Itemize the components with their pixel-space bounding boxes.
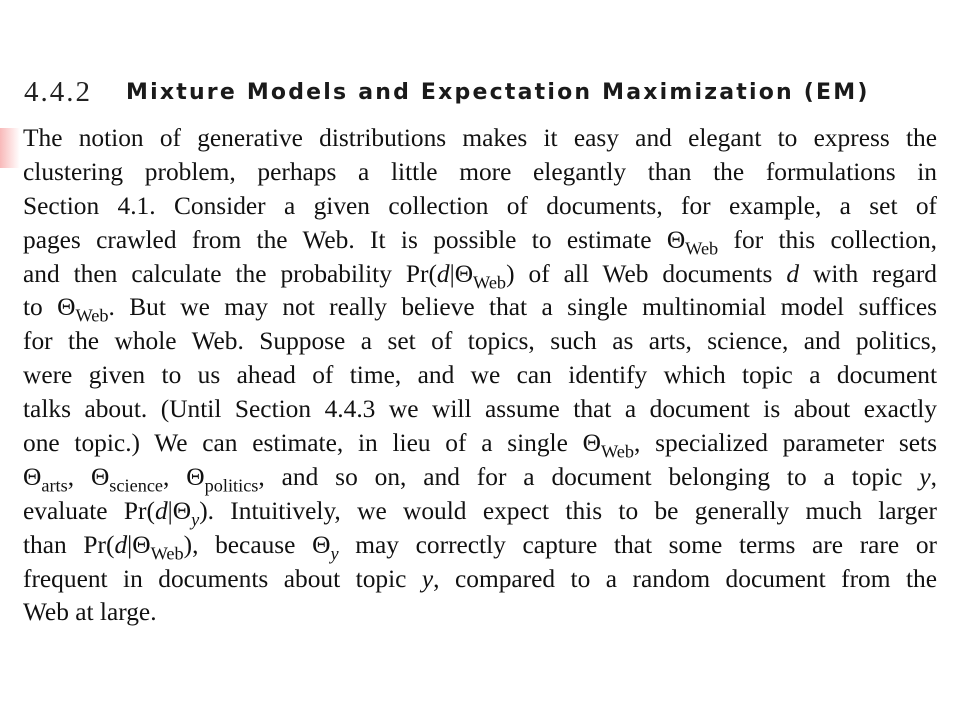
math-variable: y (919, 462, 931, 491)
math-subscript: arts (41, 475, 68, 496)
text-line: talks about. (Until Section 4.4.3 we will assume that a document is about exactly (23, 395, 937, 424)
text-line: clustering problem, perhaps a little more elegantly than the formulations in (23, 157, 937, 186)
text-line: frequent in documents about topic y, compared to a random document from the (23, 564, 937, 593)
math-symbol: $\Theta_{science}$ (90, 462, 164, 496)
math-symbol: $\Theta_y$ (172, 496, 200, 530)
math-variable: d (786, 259, 800, 288)
math-variable: d (436, 259, 450, 288)
text-line: $\Theta_{arts}$, $\Theta_{science}$, $\Theta_{politics}$, and so on, and for a document belonging to a topic y, (23, 462, 937, 496)
math-symbol: $\Theta_{Web}$ (454, 259, 507, 292)
math-symbol: $\Theta_{politics}$ (186, 462, 259, 496)
math-variable: d (154, 496, 168, 525)
text-line: Web at large. (23, 598, 157, 627)
section-number: 4.4.2 (24, 76, 92, 108)
body-paragraph (23, 122, 937, 630)
slide-accent-bar (0, 128, 20, 168)
math-subscript: Web (473, 271, 507, 292)
math-variable: y (421, 564, 434, 593)
math-subscript: y (330, 543, 339, 564)
math-symbol: $\Theta_y$ (312, 530, 339, 564)
text-line: were given to us ahead of time, and we can identify which topic a document (23, 361, 937, 390)
text-line: for the whole Web. Suppose a set of topics, such as arts, science, and politics, (23, 327, 937, 356)
math-subscript: science (109, 475, 164, 496)
math-subscript: Web (685, 238, 719, 259)
text-line: one topic.) We can estimate, in lieu of a single $\Theta_{Web}$, specialized parameter sets (23, 429, 937, 462)
math-subscript: Web (600, 441, 635, 462)
math-subscript: politics (204, 475, 259, 496)
text-line: The notion of generative distributions makes it easy and elegant to express the (23, 124, 937, 152)
math-symbol: $\Theta_{Web}$ (132, 530, 184, 564)
math-subscript: Web (75, 305, 109, 326)
math-symbol: $\Theta_{arts}$ (23, 462, 68, 496)
math-variable: d (114, 530, 128, 559)
text-line: than $Pr(d|\Theta_{Web})$, because $\Theta_y$ may correctly capture that some terms are rare or (23, 530, 937, 564)
section-heading (24, 76, 924, 109)
math-subscript: y (191, 509, 200, 530)
section-title: Mixture Models and Expectation Maximization (EM) (126, 80, 870, 105)
text-line: to $\Theta_{Web}$. But we may not really believe that a single multinomial model suffices (23, 293, 937, 326)
text-line: Section 4.1. Consider a given collection of documents, for example, a set of (23, 191, 937, 220)
math-subscript: Web (150, 543, 184, 564)
text-line: pages crawled from the Web. It is possible to estimate $\Theta_{Web}$ for this collection, (23, 225, 937, 259)
math-symbol: $\Theta_{Web}$ (666, 225, 719, 259)
math-symbol: $\Theta_{Web}$ (57, 293, 109, 326)
math-symbol: $\Theta_{Web}$ (582, 429, 635, 462)
text-line: evaluate $Pr(d|\Theta_y)$. Intuitively, we would expect this to be generally much larger (23, 496, 937, 530)
text-line: and then calculate the probability $Pr(d|\Theta_{Web})$ of all Web documents d with regard (23, 259, 937, 292)
